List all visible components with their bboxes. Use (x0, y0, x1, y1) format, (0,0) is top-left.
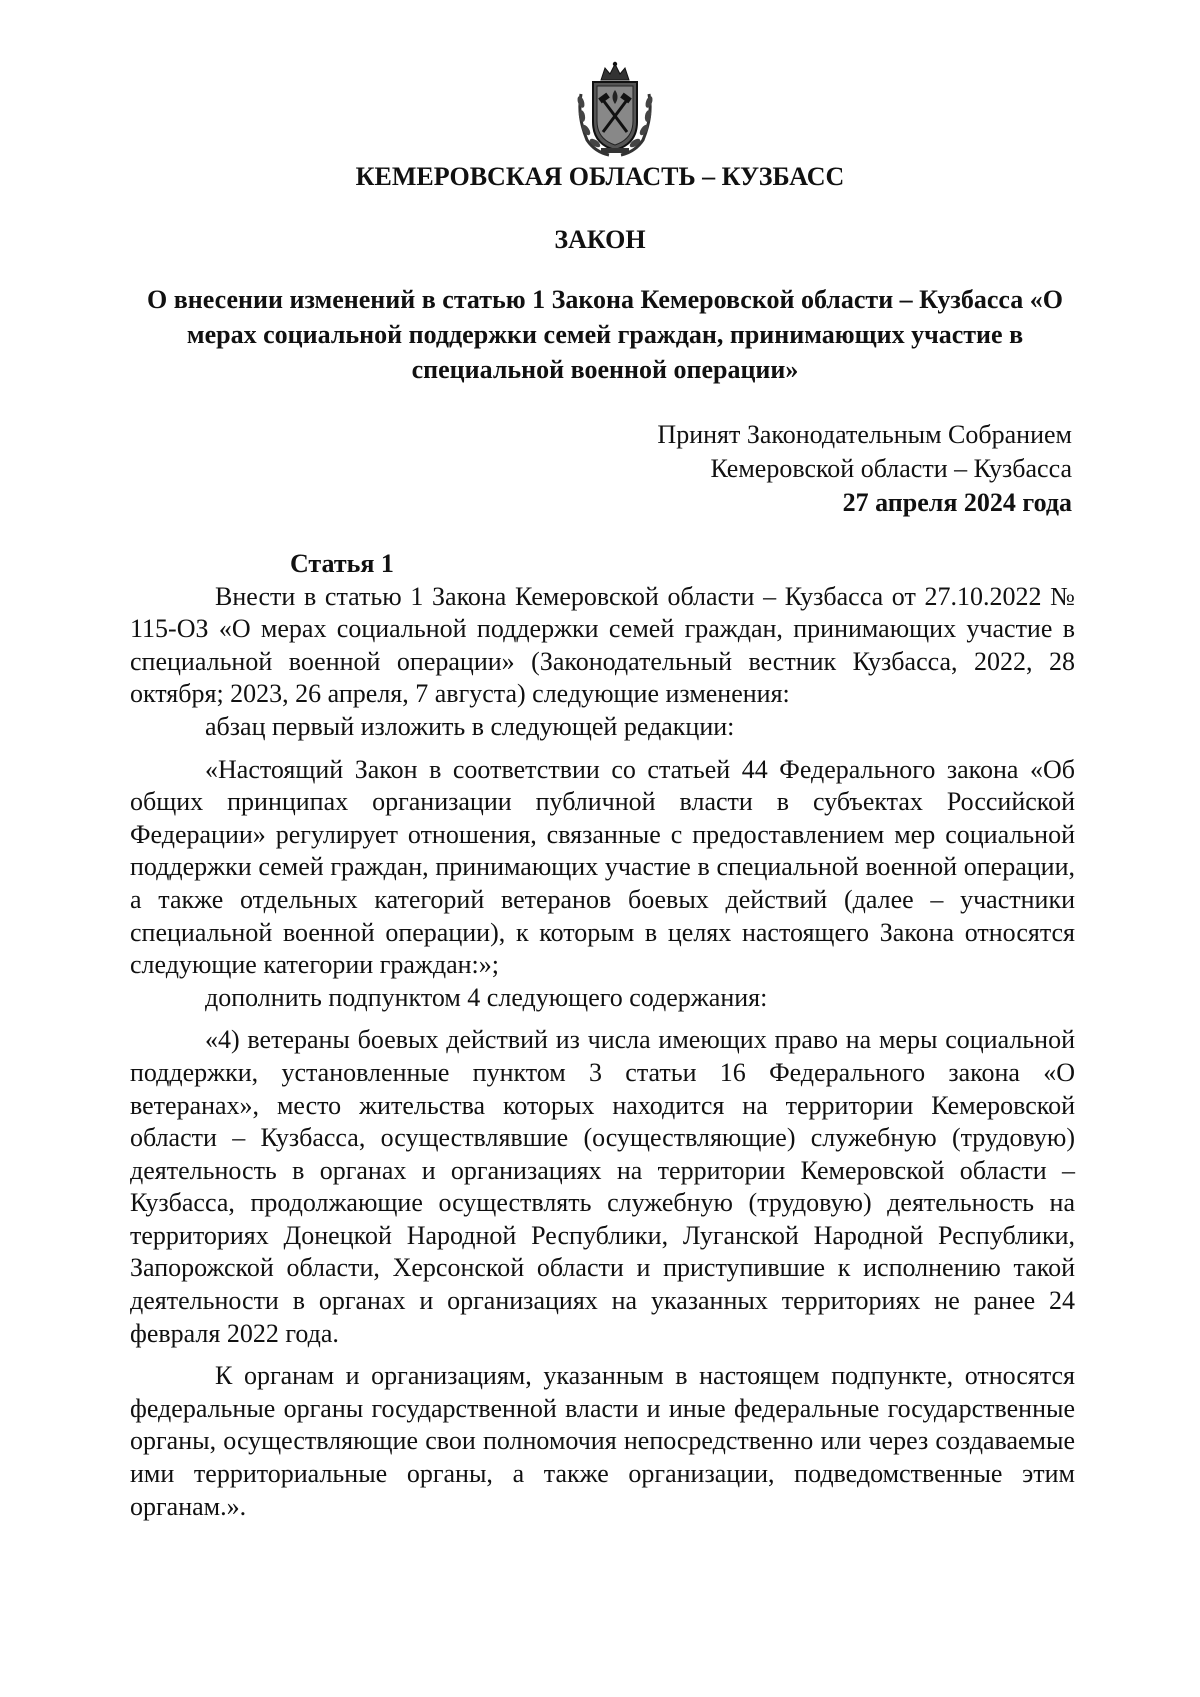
article-paragraph: «4) ветераны боевых действий из числа имеющих право на меры социальной поддержки, установленные пунктом 3 статьи 16 Федерального закона «О ветеранах», место жительства которых находится на территории Кемеровской области – Кузбасса, осуществлявшие (осуществляющие) служебную (трудовую) деятельность в органах и организациях на территории Кемеровской области – Кузбасса, продолжающие осуществлять служебную (трудовую) деятельность на территориях Донецкой Народной Республики, Луганской Народной Республики, Запорожской области, Херсонской области и приступившие к исполнению такой деятельности в органах и организациях на указанных территориях не ранее 24 февраля 2022 года. (130, 1025, 1075, 1348)
coat-of-arms-icon (575, 60, 655, 158)
adopted-by-line: Принят Законодательным Собранием (657, 420, 1072, 449)
adopted-by-body: Кемеровской области – Кузбасса (710, 454, 1072, 483)
document-type: ЗАКОН (554, 225, 646, 254)
article-paragraph: дополнить подпунктом 4 следующего содержания: (205, 982, 768, 1012)
adoption-date: 27 апреля 2024 года (842, 488, 1072, 517)
article-paragraph: «Настоящий Закон в соответствии со статьей 44 Федерального закона «Об общих принципах организации публичной власти в субъектах Российской Федерации» регулирует отношения, связанные с предоставлением мер социальной поддержки семей граждан, принимающих участие в специальной военной операции, а также отдельных категорий ветеранов боевых действий (далее – участники специальной военной операции), к которым в целях настоящего Закона относятся следующие категории граждан:»; (130, 754, 1075, 980)
adoption-block (657, 418, 1072, 520)
law-title: О внесении изменений в статью 1 Закона Кемеровской области – Кузбасса «О мерах социальной поддержки семей граждан, принимающих участие в специальной военной операции» (147, 285, 1063, 384)
article-paragraph: К органам и организациям, указанным в настоящем подпункте, относятся федеральные органы государственной власти и иные федеральные государственные органы, осуществляющие свои полномочия непосредственно или через создаваемые ими территориальные органы, а также организации, подведомственные этим органам.». (130, 1361, 1075, 1521)
region-heading: КЕМЕРОВСКАЯ ОБЛАСТЬ – КУЗБАСС (355, 162, 845, 191)
article-paragraph: абзац первый изложить в следующей редакции: (205, 711, 735, 741)
article-1 (130, 548, 1075, 1523)
article-paragraph: Внести в статью 1 Закона Кемеровской области – Кузбасса от 27.10.2022 № 115-ОЗ «О мерах социальной поддержки семей граждан, принимающих участие в специальной военной операции» (Законодательный вестник Кузбасса, 2022, 28 октября; 2023, 26 апреля, 7 августа) следующие изменения: (130, 581, 1075, 709)
article-heading: Статья 1 (290, 549, 394, 578)
